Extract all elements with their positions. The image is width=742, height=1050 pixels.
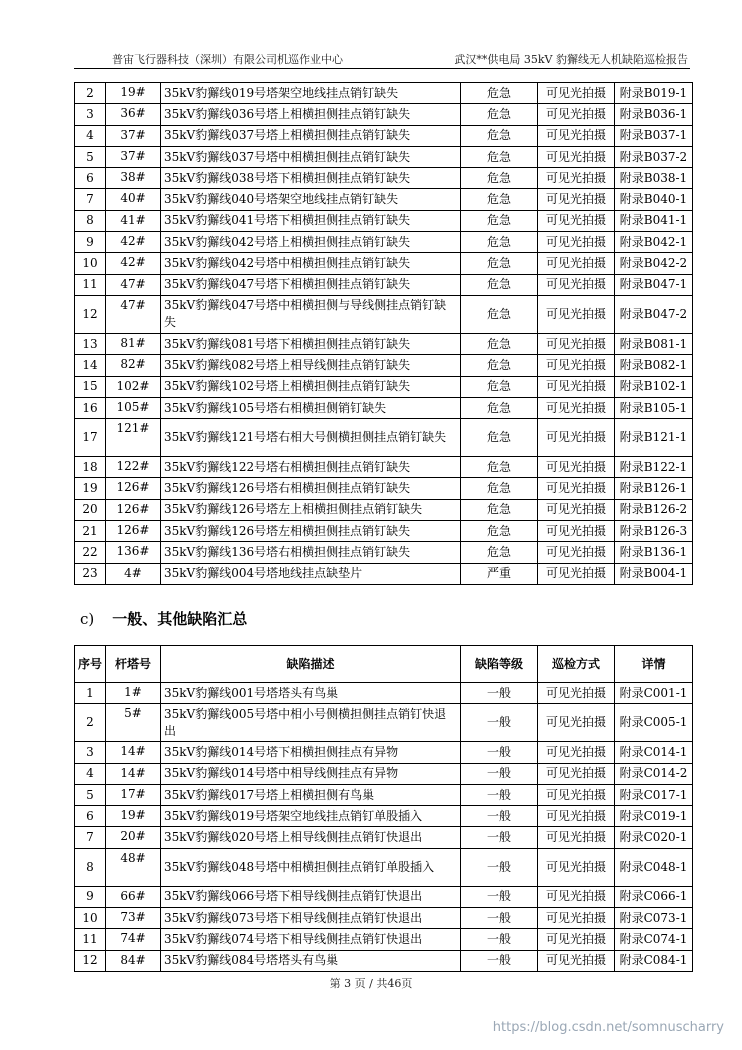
cell-tower: 1# [106, 683, 161, 704]
urgent-defects-table [74, 82, 693, 585]
cell-method: 可见光拍摄 [538, 542, 615, 563]
cell-level: 危急 [461, 419, 538, 457]
cell-method: 可见光拍摄 [538, 457, 615, 478]
cell-no: 10 [75, 253, 106, 274]
cell-no: 5 [75, 146, 106, 167]
cell-detail: 附录C001-1 [615, 683, 693, 704]
cell-method: 可见光拍摄 [538, 806, 615, 827]
cell-level: 一般 [461, 908, 538, 929]
cell-level: 一般 [461, 827, 538, 848]
cell-no: 7 [75, 189, 106, 210]
table-row [75, 274, 693, 295]
cell-tower: 5# [106, 704, 161, 742]
cell-detail: 附录B126-1 [615, 478, 693, 499]
cell-no: 22 [75, 542, 106, 563]
cell-no: 9 [75, 886, 106, 907]
cell-tower: 40# [106, 189, 161, 210]
table-header-row [75, 646, 693, 683]
cell-detail: 附录C017-1 [615, 784, 693, 805]
cell-desc: 35kV豹獬线017号塔上相横担侧有鸟巢 [161, 784, 461, 805]
cell-tower: 20# [106, 827, 161, 848]
cell-desc: 35kV豹獬线014号塔下相横担侧挂点有异物 [161, 742, 461, 763]
cell-method: 可见光拍摄 [538, 333, 615, 354]
cell-method: 可见光拍摄 [538, 950, 615, 971]
cell-desc: 35kV豹獬线082号塔上相导线侧挂点销钉缺失 [161, 355, 461, 376]
cell-level: 严重 [461, 563, 538, 584]
cell-tower: 4# [106, 563, 161, 584]
cell-detail: 附录B036-1 [615, 104, 693, 125]
cell-no: 3 [75, 104, 106, 125]
cell-detail: 附录C014-2 [615, 763, 693, 784]
cell-method: 可见光拍摄 [538, 683, 615, 704]
cell-method: 可见光拍摄 [538, 478, 615, 499]
cell-method: 可见光拍摄 [538, 355, 615, 376]
cell-level: 危急 [461, 542, 538, 563]
cell-detail: 附录B105-1 [615, 397, 693, 418]
cell-method: 可见光拍摄 [538, 886, 615, 907]
cell-level: 一般 [461, 784, 538, 805]
cell-tower: 47# [106, 274, 161, 295]
cell-tower: 66# [106, 886, 161, 907]
cell-level: 一般 [461, 683, 538, 704]
table-row [75, 929, 693, 950]
table-row [75, 806, 693, 827]
cell-no: 8 [75, 210, 106, 231]
cell-method: 可见光拍摄 [538, 253, 615, 274]
cell-detail: 附录B081-1 [615, 333, 693, 354]
cell-detail: 附录B047-2 [615, 295, 693, 333]
cell-method: 可见光拍摄 [538, 210, 615, 231]
cell-detail: 附录C074-1 [615, 929, 693, 950]
cell-no: 2 [75, 83, 106, 104]
cell-level: 危急 [461, 168, 538, 189]
cell-tower: 74# [106, 929, 161, 950]
cell-tower: 42# [106, 253, 161, 274]
cell-tower: 122# [106, 457, 161, 478]
cell-method: 可见光拍摄 [538, 784, 615, 805]
cell-no: 23 [75, 563, 106, 584]
cell-method: 可见光拍摄 [538, 397, 615, 418]
cell-detail: 附录B122-1 [615, 457, 693, 478]
cell-method: 可见光拍摄 [538, 189, 615, 210]
cell-level: 一般 [461, 950, 538, 971]
cell-no: 17 [75, 419, 106, 457]
cell-method: 可见光拍摄 [538, 704, 615, 742]
cell-tower: 126# [106, 478, 161, 499]
cell-level: 危急 [461, 146, 538, 167]
cell-desc: 35kV豹獬线038号塔下相横担侧挂点销钉缺失 [161, 168, 461, 189]
table-row [75, 704, 693, 742]
cell-desc: 35kV豹獬线004号塔地线挂点缺垫片 [161, 563, 461, 584]
cell-desc: 35kV豹獬线019号塔架空地线挂点销钉单股插入 [161, 806, 461, 827]
cell-tower: 121# [106, 419, 161, 457]
cell-method: 可见光拍摄 [538, 104, 615, 125]
cell-no: 6 [75, 168, 106, 189]
table-row [75, 397, 693, 418]
cell-level: 危急 [461, 355, 538, 376]
cell-tower: 36# [106, 104, 161, 125]
cell-detail: 附录B038-1 [615, 168, 693, 189]
table-row [75, 499, 693, 520]
cell-detail: 附录B019-1 [615, 83, 693, 104]
cell-no: 2 [75, 704, 106, 742]
cell-level: 危急 [461, 499, 538, 520]
cell-desc: 35kV豹獬线042号塔上相横担侧挂点销钉缺失 [161, 232, 461, 253]
table-row [75, 457, 693, 478]
cell-detail: 附录B042-2 [615, 253, 693, 274]
cell-tower: 126# [106, 521, 161, 542]
table-row [75, 848, 693, 886]
general-defects-table [74, 645, 693, 972]
cell-level: 危急 [461, 478, 538, 499]
cell-tower: 14# [106, 763, 161, 784]
cell-desc: 35kV豹獬线042号塔中相横担侧挂点销钉缺失 [161, 253, 461, 274]
cell-tower: 38# [106, 168, 161, 189]
cell-no: 13 [75, 333, 106, 354]
cell-detail: 附录B037-1 [615, 125, 693, 146]
table-row [75, 742, 693, 763]
cell-method: 可见光拍摄 [538, 83, 615, 104]
cell-method: 可见光拍摄 [538, 929, 615, 950]
cell-method: 可见光拍摄 [538, 232, 615, 253]
cell-desc: 35kV豹獬线040号塔架空地线挂点销钉缺失 [161, 189, 461, 210]
cell-tower: 19# [106, 806, 161, 827]
cell-no: 15 [75, 376, 106, 397]
cell-method: 可见光拍摄 [538, 376, 615, 397]
urgent-defects-table-body [75, 83, 693, 585]
cell-no: 20 [75, 499, 106, 520]
cell-no: 9 [75, 232, 106, 253]
table-row [75, 83, 693, 104]
cell-desc: 35kV豹獬线036号塔上相横担侧挂点销钉缺失 [161, 104, 461, 125]
cell-no: 7 [75, 827, 106, 848]
col-header-method: 巡检方式 [538, 646, 615, 683]
cell-no: 11 [75, 929, 106, 950]
cell-detail: 附录B042-1 [615, 232, 693, 253]
cell-detail: 附录C084-1 [615, 950, 693, 971]
cell-no: 18 [75, 457, 106, 478]
table-row [75, 333, 693, 354]
cell-tower: 47# [106, 295, 161, 333]
cell-desc: 35kV豹獬线001号塔塔头有鸟巢 [161, 683, 461, 704]
cell-detail: 附录B047-1 [615, 274, 693, 295]
cell-method: 可见光拍摄 [538, 763, 615, 784]
cell-desc: 35kV豹獬线122号塔右相横担侧挂点销钉缺失 [161, 457, 461, 478]
table-row [75, 146, 693, 167]
cell-tower: 136# [106, 542, 161, 563]
cell-level: 危急 [461, 274, 538, 295]
col-header-level: 缺陷等级 [461, 646, 538, 683]
cell-detail: 附录B126-3 [615, 521, 693, 542]
col-header-no: 序号 [75, 646, 106, 683]
cell-desc: 35kV豹獬线048号塔中相横担侧挂点销钉单股插入 [161, 848, 461, 886]
cell-level: 危急 [461, 210, 538, 231]
table-row [75, 886, 693, 907]
cell-level: 危急 [461, 253, 538, 274]
cell-tower: 105# [106, 397, 161, 418]
cell-level: 一般 [461, 848, 538, 886]
cell-level: 危急 [461, 376, 538, 397]
table-row [75, 253, 693, 274]
general-defects-table-body [75, 683, 693, 972]
cell-detail: 附录C014-1 [615, 742, 693, 763]
cell-desc: 35kV豹獬线084号塔塔头有鸟巢 [161, 950, 461, 971]
cell-method: 可见光拍摄 [538, 827, 615, 848]
section-c-heading: 一般、其他缺陷汇总 [112, 610, 248, 628]
cell-level: 一般 [461, 742, 538, 763]
cell-detail: 附录B082-1 [615, 355, 693, 376]
cell-level: 一般 [461, 763, 538, 784]
table-row [75, 295, 693, 333]
cell-no: 10 [75, 908, 106, 929]
cell-no: 16 [75, 397, 106, 418]
table-row [75, 784, 693, 805]
cell-desc: 35kV豹獬线014号塔中相导线侧挂点有异物 [161, 763, 461, 784]
table-row [75, 168, 693, 189]
cell-level: 一般 [461, 704, 538, 742]
table-row [75, 355, 693, 376]
col-header-desc: 缺陷描述 [161, 646, 461, 683]
col-header-tower: 杆塔号 [106, 646, 161, 683]
cell-desc: 35kV豹獬线037号塔上相横担侧挂点销钉缺失 [161, 125, 461, 146]
cell-no: 12 [75, 295, 106, 333]
cell-tower: 17# [106, 784, 161, 805]
cell-method: 可见光拍摄 [538, 742, 615, 763]
cell-method: 可见光拍摄 [538, 848, 615, 886]
cell-desc: 35kV豹獬线005号塔中相小号侧横担侧挂点销钉快退出 [161, 704, 461, 742]
cell-level: 一般 [461, 929, 538, 950]
cell-level: 危急 [461, 397, 538, 418]
cell-desc: 35kV豹獬线074号塔下相导线侧挂点销钉快退出 [161, 929, 461, 950]
cell-no: 21 [75, 521, 106, 542]
cell-method: 可见光拍摄 [538, 168, 615, 189]
cell-method: 可见光拍摄 [538, 146, 615, 167]
cell-tower: 81# [106, 333, 161, 354]
cell-desc: 35kV豹獬线041号塔下相横担侧挂点销钉缺失 [161, 210, 461, 231]
cell-detail: 附录B126-2 [615, 499, 693, 520]
cell-detail: 附录C073-1 [615, 908, 693, 929]
table-row [75, 683, 693, 704]
cell-tower: 82# [106, 355, 161, 376]
cell-no: 19 [75, 478, 106, 499]
watermark: https://blog.csdn.net/somnuscharry [492, 1020, 724, 1035]
page-header [74, 48, 690, 69]
cell-detail: 附录C005-1 [615, 704, 693, 742]
cell-tower: 102# [106, 376, 161, 397]
cell-method: 可见光拍摄 [538, 499, 615, 520]
cell-detail: 附录B136-1 [615, 542, 693, 563]
cell-detail: 附录B037-2 [615, 146, 693, 167]
table-row [75, 232, 693, 253]
cell-method: 可见光拍摄 [538, 521, 615, 542]
section-c-title [80, 608, 247, 629]
cell-level: 危急 [461, 521, 538, 542]
cell-level: 一般 [461, 886, 538, 907]
cell-desc: 35kV豹獬线019号塔架空地线挂点销钉缺失 [161, 83, 461, 104]
cell-desc: 35kV豹獬线126号塔右相横担侧挂点销钉缺失 [161, 478, 461, 499]
cell-tower: 41# [106, 210, 161, 231]
table-row [75, 908, 693, 929]
cell-detail: 附录B040-1 [615, 189, 693, 210]
cell-no: 12 [75, 950, 106, 971]
cell-level: 危急 [461, 83, 538, 104]
cell-method: 可见光拍摄 [538, 908, 615, 929]
cell-detail: 附录B041-1 [615, 210, 693, 231]
cell-level: 危急 [461, 232, 538, 253]
cell-detail: 附录B004-1 [615, 563, 693, 584]
cell-level: 危急 [461, 333, 538, 354]
table-row [75, 104, 693, 125]
cell-desc: 35kV豹獬线020号塔上相导线侧挂点销钉快退出 [161, 827, 461, 848]
cell-detail: 附录C020-1 [615, 827, 693, 848]
table-row [75, 542, 693, 563]
cell-desc: 35kV豹獬线037号塔中相横担侧挂点销钉缺失 [161, 146, 461, 167]
table-row [75, 563, 693, 584]
cell-detail: 附录B102-1 [615, 376, 693, 397]
cell-tower: 19# [106, 83, 161, 104]
cell-tower: 126# [106, 499, 161, 520]
cell-method: 可见光拍摄 [538, 274, 615, 295]
cell-detail: 附录C066-1 [615, 886, 693, 907]
cell-no: 4 [75, 125, 106, 146]
page-footer: 第 3 页 / 共46页 [329, 977, 413, 990]
cell-detail: 附录C048-1 [615, 848, 693, 886]
cell-no: 6 [75, 806, 106, 827]
cell-detail: 附录C019-1 [615, 806, 693, 827]
cell-desc: 35kV豹獬线081号塔下相横担侧挂点销钉缺失 [161, 333, 461, 354]
table-row [75, 521, 693, 542]
cell-level: 危急 [461, 189, 538, 210]
cell-tower: 37# [106, 125, 161, 146]
cell-method: 可见光拍摄 [538, 125, 615, 146]
cell-desc: 35kV豹獬线102号塔上相横担侧挂点销钉缺失 [161, 376, 461, 397]
cell-method: 可见光拍摄 [538, 419, 615, 457]
cell-level: 一般 [461, 806, 538, 827]
cell-desc: 35kV豹獬线126号塔左上相横担侧挂点销钉缺失 [161, 499, 461, 520]
cell-tower: 48# [106, 848, 161, 886]
cell-desc: 35kV豹獬线126号塔左相横担侧挂点销钉缺失 [161, 521, 461, 542]
table-row [75, 419, 693, 457]
table-row [75, 125, 693, 146]
table-row [75, 376, 693, 397]
cell-no: 11 [75, 274, 106, 295]
cell-tower: 73# [106, 908, 161, 929]
cell-method: 可见光拍摄 [538, 295, 615, 333]
cell-level: 危急 [461, 104, 538, 125]
cell-desc: 35kV豹獬线047号塔中相横担侧与导线侧挂点销钉缺失 [161, 295, 461, 333]
table-row [75, 210, 693, 231]
cell-detail: 附录B121-1 [615, 419, 693, 457]
cell-no: 8 [75, 848, 106, 886]
table-row [75, 478, 693, 499]
section-c-letter: c) [80, 610, 95, 628]
cell-level: 危急 [461, 125, 538, 146]
cell-desc: 35kV豹獬线105号塔右相横担侧销钉缺失 [161, 397, 461, 418]
table-row [75, 763, 693, 784]
table-row [75, 827, 693, 848]
cell-desc: 35kV豹獬线121号塔右相大号侧横担侧挂点销钉缺失 [161, 419, 461, 457]
cell-no: 3 [75, 742, 106, 763]
col-header-detail: 详情 [615, 646, 693, 683]
cell-no: 1 [75, 683, 106, 704]
header-report-title: 武汉**供电局 35kV 豹獬线无人机缺陷巡检报告 [454, 53, 688, 66]
cell-no: 5 [75, 784, 106, 805]
table-row [75, 189, 693, 210]
table-row [75, 950, 693, 971]
cell-no: 4 [75, 763, 106, 784]
cell-desc: 35kV豹獬线136号塔右相横担侧挂点销钉缺失 [161, 542, 461, 563]
cell-no: 14 [75, 355, 106, 376]
cell-desc: 35kV豹獬线066号塔下相导线侧挂点销钉快退出 [161, 886, 461, 907]
cell-tower: 84# [106, 950, 161, 971]
cell-method: 可见光拍摄 [538, 563, 615, 584]
cell-tower: 14# [106, 742, 161, 763]
cell-tower: 42# [106, 232, 161, 253]
cell-desc: 35kV豹獬线047号塔下相横担侧挂点销钉缺失 [161, 274, 461, 295]
cell-tower: 37# [106, 146, 161, 167]
cell-desc: 35kV豹獬线073号塔下相导线侧挂点销钉快退出 [161, 908, 461, 929]
cell-level: 危急 [461, 457, 538, 478]
header-company: 普宙飞行器科技（深圳）有限公司机巡作业中心 [112, 53, 343, 66]
cell-level: 危急 [461, 295, 538, 333]
